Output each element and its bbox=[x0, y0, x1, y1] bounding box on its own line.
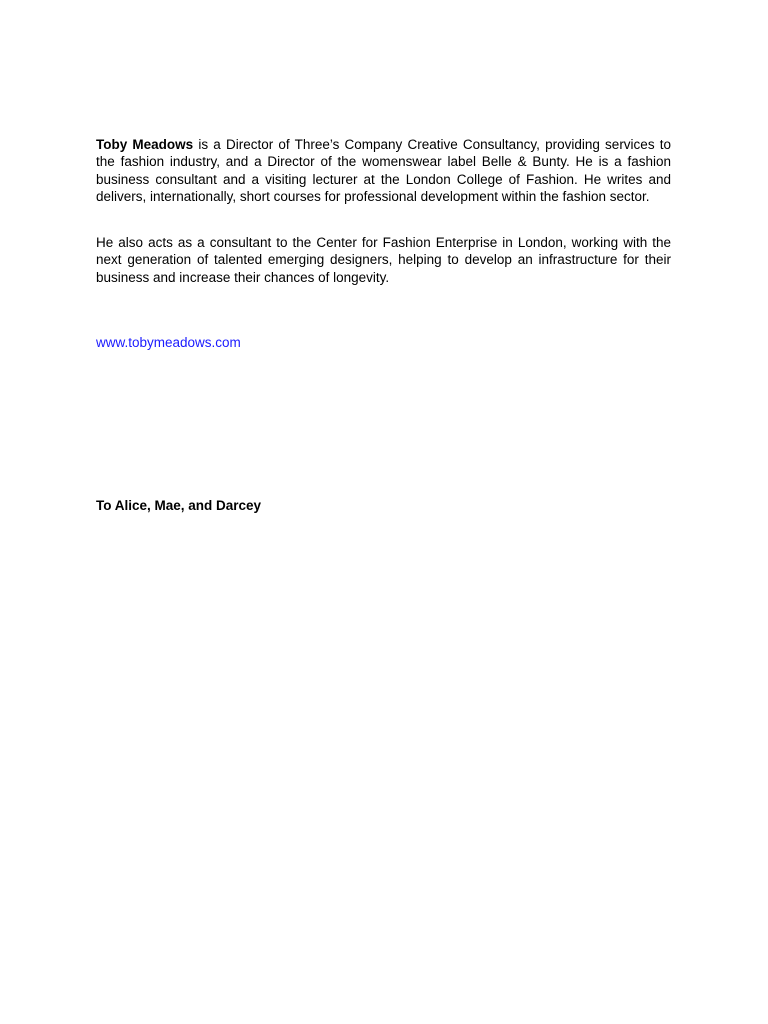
dedication: To Alice, Mae, and Darcey bbox=[96, 498, 262, 513]
author-bio bbox=[96, 136, 671, 286]
author-name: Toby Meadows bbox=[96, 137, 194, 152]
bio-paragraph-1-text: is a Director of Three’s Company Creative Consultancy, providing services to the fashion industry, and a Director of the womenswear label Belle & Bunty. He is a fashion business consultant and a visiting lecturer at the London College of Fashion. He writes and delivers, internationally, short courses for professional development within the fashion sector. bbox=[96, 137, 671, 204]
bio-paragraph-1 bbox=[96, 136, 671, 205]
bio-paragraph-2: He also acts as a consultant to the Center for Fashion Enterprise in London, working with the next generation of talented emerging designers, helping to develop an infrastructure for their business and increase their chances of longevity. bbox=[96, 235, 671, 285]
website-link[interactable]: www.tobymeadows.com bbox=[96, 335, 241, 350]
